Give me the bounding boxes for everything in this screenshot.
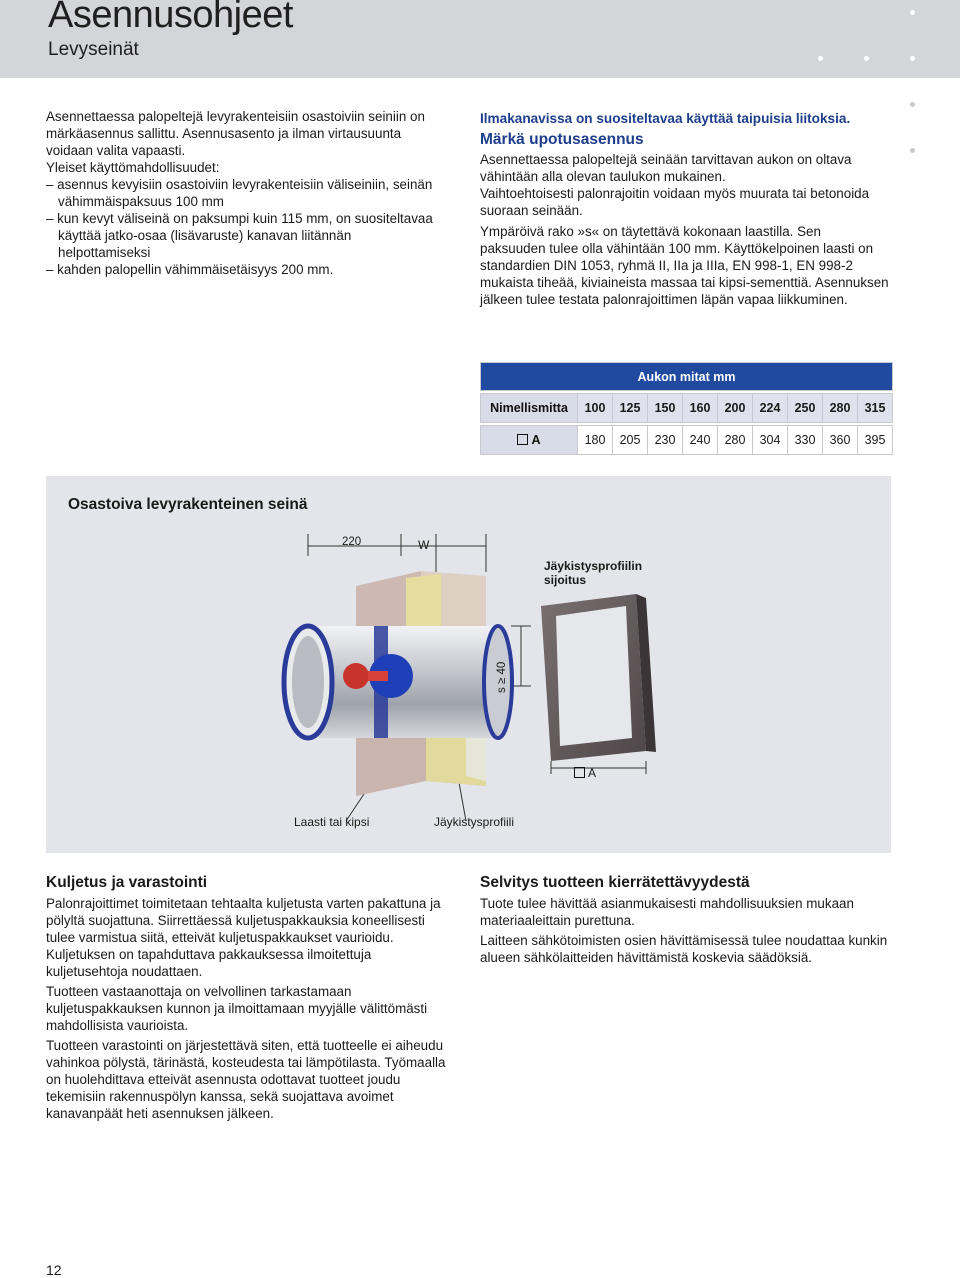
opening-a-cell: 180 xyxy=(578,426,613,455)
wet-installation-heading: Märkä upotusasennus xyxy=(480,131,644,148)
opening-a-cell: 205 xyxy=(613,426,648,455)
page-header xyxy=(0,0,960,78)
recycling-paragraph: Tuote tulee hävittää asianmukaisesti mahdollisuuksien mukaan materiaaleittain purettuna. xyxy=(480,896,854,928)
decor-dot xyxy=(910,148,915,153)
nominal-size-cell: 315 xyxy=(858,394,893,423)
dimension-220-label: 220 xyxy=(342,536,362,548)
fire-damper xyxy=(284,626,512,738)
decor-dot xyxy=(910,56,915,61)
electrical-paragraph: Laitteen sähkötoimisten osien hävittämisessä tulee noudattaa kunkin alueen sähkölaitteiden hävittämistä koskevia säädöksiä. xyxy=(480,933,888,965)
page-title: Asennusohjeet xyxy=(48,0,293,36)
dimension-w-label: W xyxy=(418,538,430,552)
mortar-label: Laasti tai kipsi xyxy=(294,815,370,829)
opening-a-label: A xyxy=(481,426,578,455)
usage-item: – kun kevyt väliseinä on paksumpi kuin 115 mm, on suositeltavaa käyttää jatko-osaa (lisävaruste) kanavan liitännän helpottamiseksi xyxy=(46,211,433,260)
nominal-size-cell: 150 xyxy=(648,394,683,423)
opening-a-cell: 280 xyxy=(718,426,753,455)
nominal-size-cell: 224 xyxy=(753,394,788,423)
square-icon xyxy=(574,767,585,778)
opening-a-dimension: A xyxy=(574,766,596,780)
decor-dot xyxy=(864,56,869,61)
flexible-joints-note: Ilmakanavissa on suositeltavaa käyttää taipuisia liitoksia. xyxy=(480,111,851,126)
recycling-section xyxy=(480,874,890,966)
opening-a-cell: 330 xyxy=(788,426,823,455)
intro-left-column xyxy=(46,108,446,278)
stiffening-frame xyxy=(541,594,656,761)
nominal-size-cell: 100 xyxy=(578,394,613,423)
gap-paragraph: Ympäröivä rako »s« on täytettävä kokonaan laastilla. Sen paksuuden tulee olla vähintään 100 mm. Käyttökelpoinen laasti on standardien DIN 1053, ryhmä II, IIa ja IIIa, EN 998-1, EN 998-2 mukaista tiheää, kiviaineista massaa tai kipsi-sementtiä. Asennuksen jälkeen tulee testata palonrajoittimen läpän vapaa liikkuminen. xyxy=(480,224,889,307)
table-title: Aukon mitat mm xyxy=(481,363,893,391)
nominal-size-cell: 280 xyxy=(823,394,858,423)
diagram-illustration xyxy=(46,476,891,853)
decor-dot xyxy=(910,102,915,107)
usage-item: – asennus kevyisiin osastoiviin levyrakenteisiin väliseiniin, seinän vähimmäispaksuus 100 mm xyxy=(46,177,433,209)
nominal-size-label: Nimellismitta xyxy=(481,394,578,423)
transport-storage-section xyxy=(46,874,456,1122)
opening-a-cell: 240 xyxy=(683,426,718,455)
nominal-size-cell: 200 xyxy=(718,394,753,423)
transport-paragraph: Palonrajoittimet toimitetaan tehtaalta kuljetusta varten pakattuna ja pölyltä suojattuna. Siirrettäessä kuljetuspakkauksia koneellisesti tulee varmistua siitä, etteivät kuljetuspakkaukset vaurioidu. Kuljetuksen on tapahduttava pakkauksessa ilmoitettuja kuljetusehtoja noudattaen. xyxy=(46,896,441,979)
stiffening-profile-label: Jäykistysprofiili xyxy=(434,815,515,829)
nominal-size-cell: 125 xyxy=(613,394,648,423)
storage-paragraph: Tuotteen varastointi on järjestettävä siten, että tuotteelle ei aiheudu vahinkoa pölystä, tärinästä, kosteudesta tai lämpötilasta. Työmaalla on huolehdittava etteivät asennusta odottavat tuotteet joudu tekemisiin rakennuspölyn kanssa, sekä suojattava avoimet kanavanpäät heti asennuksen jälkeen. xyxy=(46,1038,446,1121)
opening-paragraph: Asennettaessa palopeltejä seinään tarvittavan aukon on oltava vähintään alla olevan taulukon mukainen. xyxy=(480,152,852,184)
page-number: 12 xyxy=(46,1262,62,1278)
opening-a-cell: 360 xyxy=(823,426,858,455)
nominal-size-cell: 250 xyxy=(788,394,823,423)
nominal-size-cell: 160 xyxy=(683,394,718,423)
recycling-heading: Selvitys tuotteen kierrätettävyydestä xyxy=(480,874,750,891)
decor-dot xyxy=(818,56,823,61)
square-icon xyxy=(517,434,528,445)
opening-a-cell: 395 xyxy=(858,426,893,455)
diagram-title: Osastoiva levyrakenteinen seinä xyxy=(68,496,308,513)
opening-dimensions-table xyxy=(480,362,893,455)
usage-item: – kahden palopellin vähimmäisetäisyys 200 mm. xyxy=(46,262,334,277)
usage-heading: Yleiset käyttömahdollisuudet: xyxy=(46,160,220,175)
transport-heading: Kuljetus ja varastointi xyxy=(46,874,208,891)
gap-s-label: s ≥ 40 xyxy=(496,661,508,693)
receiver-paragraph: Tuotteen vastaanottaja on velvollinen tarkastamaan kuljetuspakkauksen kunnon ja ilmoittamaan myyjälle välittömästi mahdollisista vaurioista. xyxy=(46,984,428,1033)
profile-position-label: Jäykistysprofiilin sijoitus xyxy=(544,559,643,587)
decor-dot xyxy=(910,10,915,15)
opening-a-cell: 304 xyxy=(753,426,788,455)
alternative-paragraph: Vaihtoehtoisesti palonrajoitin voidaan myös muurata tai betonoida suoraan seinään. xyxy=(480,186,870,218)
intro-right-column xyxy=(480,110,890,308)
installation-diagram xyxy=(46,476,891,853)
intro-paragraph: Asennettaessa palopeltejä levyrakenteisiin osastoiviin seiniin on märkäasennus sallittu. Asennusasento ja ilman virtausuunta voidaan valita vapaasti. xyxy=(46,109,425,158)
opening-a-cell: 230 xyxy=(648,426,683,455)
page-subtitle: Levyseinät xyxy=(48,39,139,60)
